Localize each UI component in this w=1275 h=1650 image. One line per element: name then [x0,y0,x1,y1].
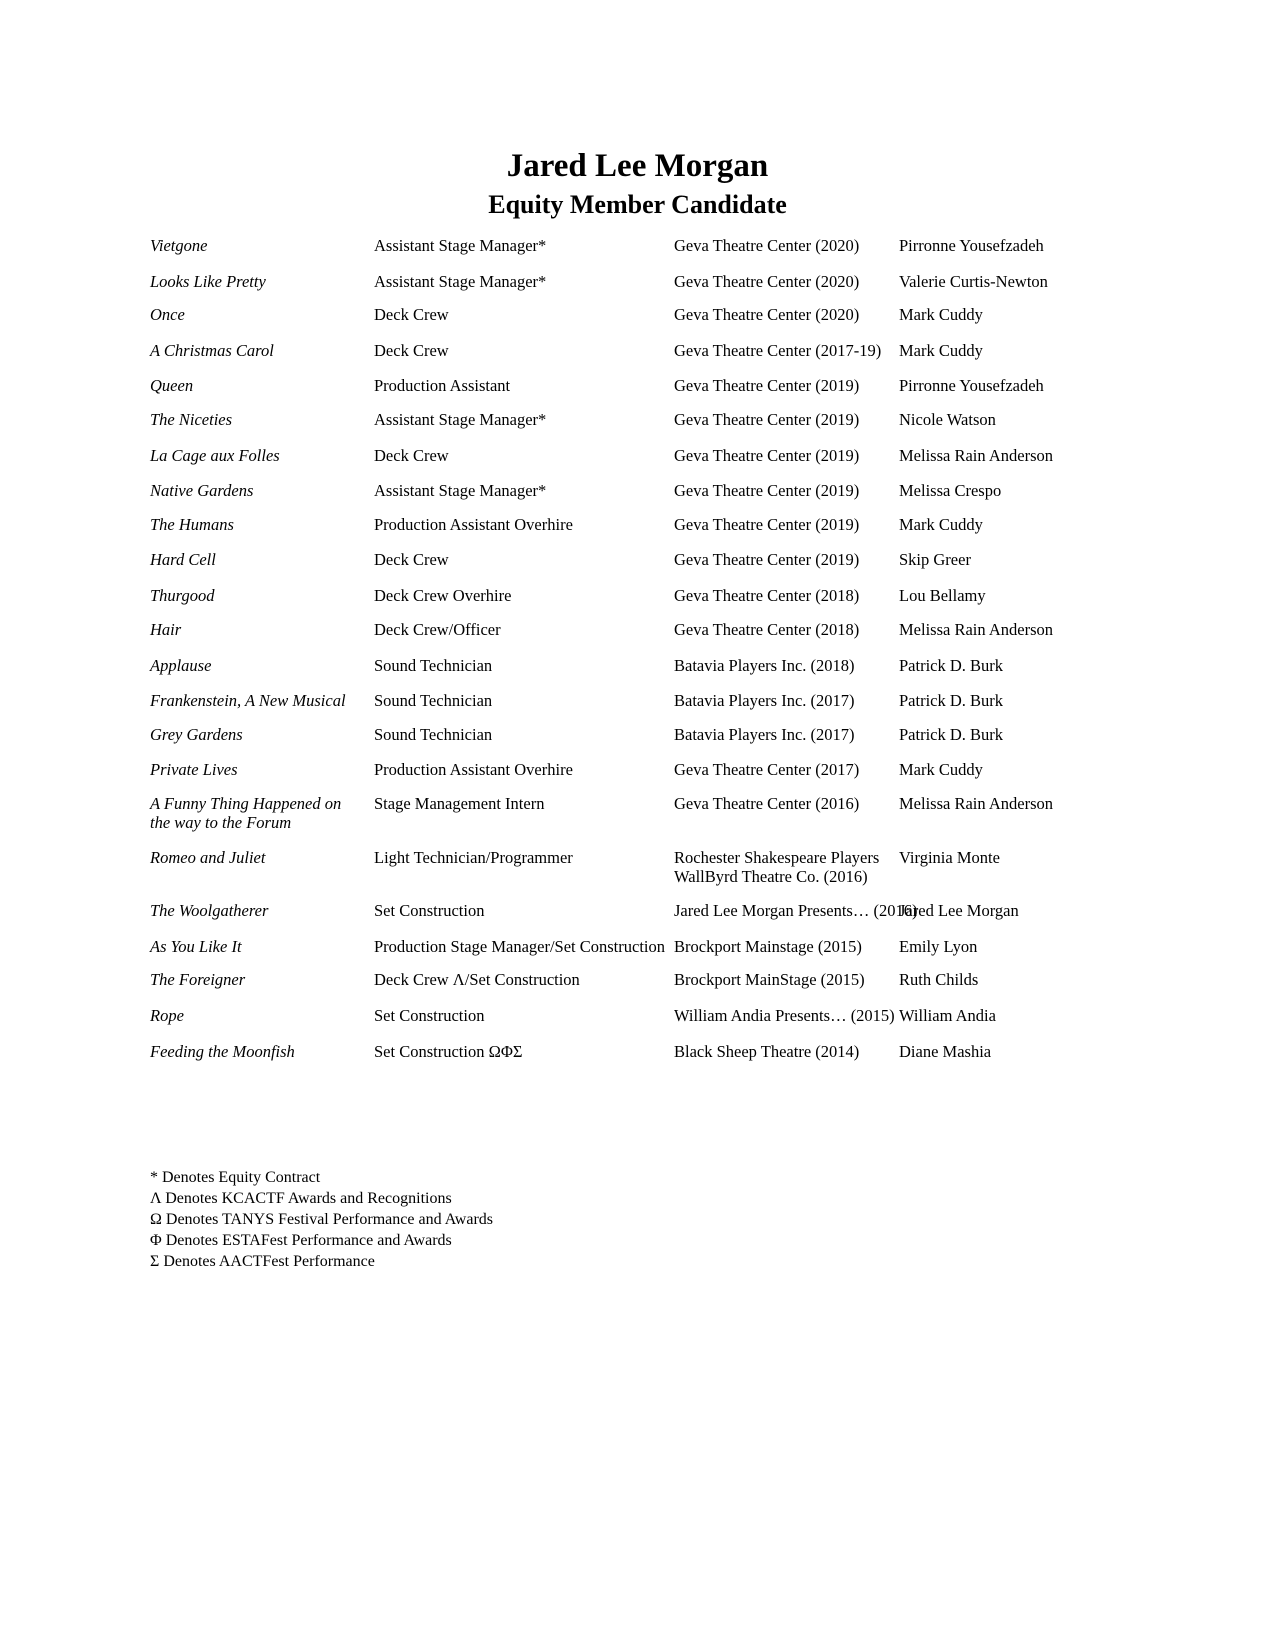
credit-role: Sound Technician [374,691,493,710]
credit-director: Pirronne Yousefzadeh [899,236,1044,255]
credit-venue [674,760,899,779]
credit-venue-line: Batavia Players Inc. (2018) [674,656,855,675]
legend-item: Σ Denotes AACTFest Performance [150,1253,375,1270]
credit-venue-line: Geva Theatre Center (2020) [674,236,860,255]
credit-role: Production Assistant Overhire [374,515,573,534]
legend [150,1167,493,1272]
credit-director: Mark Cuddy [899,515,983,534]
page-title: Jared Lee Morgan [506,148,769,184]
credit-director: Lou Bellamy [899,586,986,605]
credit-role: Set Construction [374,1006,485,1025]
credit-director: Mark Cuddy [899,341,983,360]
credit-title: Frankenstein, A New Musical [150,691,346,710]
credit-role: Set Construction ΩΦΣ [374,1042,523,1061]
credit-venue [674,481,899,500]
credit-director: Pirronne Yousefzadeh [899,376,1044,395]
credit-role: Production Assistant Overhire [374,760,573,779]
credit-venue-line: Geva Theatre Center (2019) [674,446,860,465]
credit-venue-line: Geva Theatre Center (2019) [674,515,860,534]
credit-venue-line: Geva Theatre Center (2020) [674,272,860,291]
credit-role: Deck Crew/Officer [374,620,501,639]
credit-title: The Woolgatherer [150,901,269,920]
credit-title: Applause [150,656,212,675]
credit-venue [674,656,899,675]
credit-venue [674,1042,899,1061]
credit-director: Nicole Watson [899,410,996,429]
credit-director: Mark Cuddy [899,305,983,324]
credit-venue [674,550,899,569]
credit-title: Looks Like Pretty [150,272,266,291]
credit-venue-line: Black Sheep Theatre (2014) [674,1042,860,1061]
credit-role: Deck Crew [374,550,449,569]
credit-venue-line: Geva Theatre Center (2018) [674,586,860,605]
credit-venue [674,515,899,534]
credit-venue-line: Geva Theatre Center (2016) [674,794,860,813]
credit-title: As You Like It [150,937,242,956]
credit-title: Romeo and Juliet [150,848,266,867]
credit-role: Light Technician/Programmer [374,848,573,867]
credit-role: Production Stage Manager/Set Construction [374,937,665,956]
credit-director: Melissa Rain Anderson [899,794,1053,813]
credit-director: Emily Lyon [899,937,978,956]
credit-role: Assistant Stage Manager* [374,236,547,255]
credit-venue [674,586,899,605]
credit-director: Melissa Crespo [899,481,1002,500]
credit-director: Jared Lee Morgan [899,901,1019,920]
credit-venue [674,341,899,360]
credit-venue-line: Geva Theatre Center (2018) [674,620,860,639]
credit-role: Assistant Stage Manager* [374,272,547,291]
credit-role: Deck Crew [374,305,449,324]
credit-venue [674,970,899,989]
credit-venue-line: Rochester Shakespeare Players [674,848,880,867]
credit-venue-line: Jared Lee Morgan Presents… (2016) [674,901,918,920]
credit-title: Grey Gardens [150,725,243,744]
credit-role: Set Construction [374,901,485,920]
credit-title: La Cage aux Folles [150,446,280,465]
page-subtitle: Equity Member Candidate [488,190,787,219]
credit-title: Rope [150,1006,184,1025]
credit-director: Patrick D. Burk [899,656,1004,675]
credit-title: A Christmas Carol [150,341,274,360]
credit-role: Sound Technician [374,725,493,744]
credit-director: Ruth Childs [899,970,979,989]
credit-venue [674,272,899,291]
credit-venue-line: Batavia Players Inc. (2017) [674,725,855,744]
credit-role: Sound Technician [374,656,493,675]
legend-item: Φ Denotes ESTAFest Performance and Awards [150,1232,452,1249]
credit-venue [674,620,899,639]
credit-title: Vietgone [150,236,208,255]
credit-role: Deck Crew Λ/Set Construction [374,970,580,989]
credit-role: Assistant Stage Manager* [374,481,547,500]
credit-role: Deck Crew Overhire [374,586,512,605]
credit-title: Private Lives [150,760,238,779]
credit-venue-line: Geva Theatre Center (2017-19) [674,341,882,360]
legend-item: Ω Denotes TANYS Festival Performance and Awards [150,1211,493,1228]
credit-role: Stage Management Intern [374,794,545,813]
credit-venue-line: Geva Theatre Center (2019) [674,410,860,429]
credit-role: Production Assistant [374,376,511,395]
credit-venue [674,937,899,956]
credit-title: Hair [150,620,182,639]
credit-venue [674,725,899,744]
credit-venue [674,410,899,429]
credit-title: The Foreigner [150,970,246,989]
credit-title: Queen [150,376,194,395]
credit-title: Hard Cell [150,550,216,569]
credit-title: The Humans [150,515,234,534]
credit-director: William Andia [899,1006,996,1025]
credit-venue [674,691,899,710]
credit-title: Feeding the Moonfish [150,1042,295,1061]
legend-item: Λ Denotes KCACTF Awards and Recognitions [150,1190,452,1207]
credit-venue-line: Batavia Players Inc. (2017) [674,691,855,710]
credit-director: Virginia Monte [899,848,1000,867]
credit-director: Patrick D. Burk [899,691,1004,710]
credit-venue-line-2: WallByrd Theatre Co. (2016) [674,867,868,886]
credit-title: Native Gardens [150,481,254,500]
legend-item: * Denotes Equity Contract [150,1169,321,1186]
credit-director: Diane Mashia [899,1042,992,1061]
credit-venue [674,794,899,813]
credit-director: Mark Cuddy [899,760,983,779]
credit-role: Assistant Stage Manager* [374,410,547,429]
credit-venue [674,901,918,920]
credit-director: Melissa Rain Anderson [899,446,1053,465]
credit-venue [674,848,899,886]
credit-director: Melissa Rain Anderson [899,620,1053,639]
credit-title: A Funny Thing Happened on the way to the Forum [150,794,342,832]
credit-venue [674,376,899,395]
credit-venue-line: Brockport Mainstage (2015) [674,937,862,956]
credit-venue-line: Geva Theatre Center (2019) [674,376,860,395]
credit-role: Deck Crew [374,446,449,465]
credit-director: Patrick D. Burk [899,725,1004,744]
credit-director: Valerie Curtis-Newton [899,272,1048,291]
credit-venue [674,236,899,255]
credit-title: The Niceties [150,410,233,429]
credit-venue-line: Geva Theatre Center (2019) [674,481,860,500]
credit-venue-line: William Andia Presents… (2015) [674,1006,895,1025]
credit-venue-line: Geva Theatre Center (2020) [674,305,860,324]
credit-venue [674,446,899,465]
credit-role: Deck Crew [374,341,449,360]
credit-director: Skip Greer [899,550,971,569]
credit-venue-line: Geva Theatre Center (2019) [674,550,860,569]
credit-title: Thurgood [150,586,215,605]
credit-title: Once [150,305,185,324]
credit-venue-line: Geva Theatre Center (2017) [674,760,860,779]
credit-venue-line: Brockport MainStage (2015) [674,970,865,989]
credit-venue [674,305,899,324]
credit-venue [674,1006,899,1025]
